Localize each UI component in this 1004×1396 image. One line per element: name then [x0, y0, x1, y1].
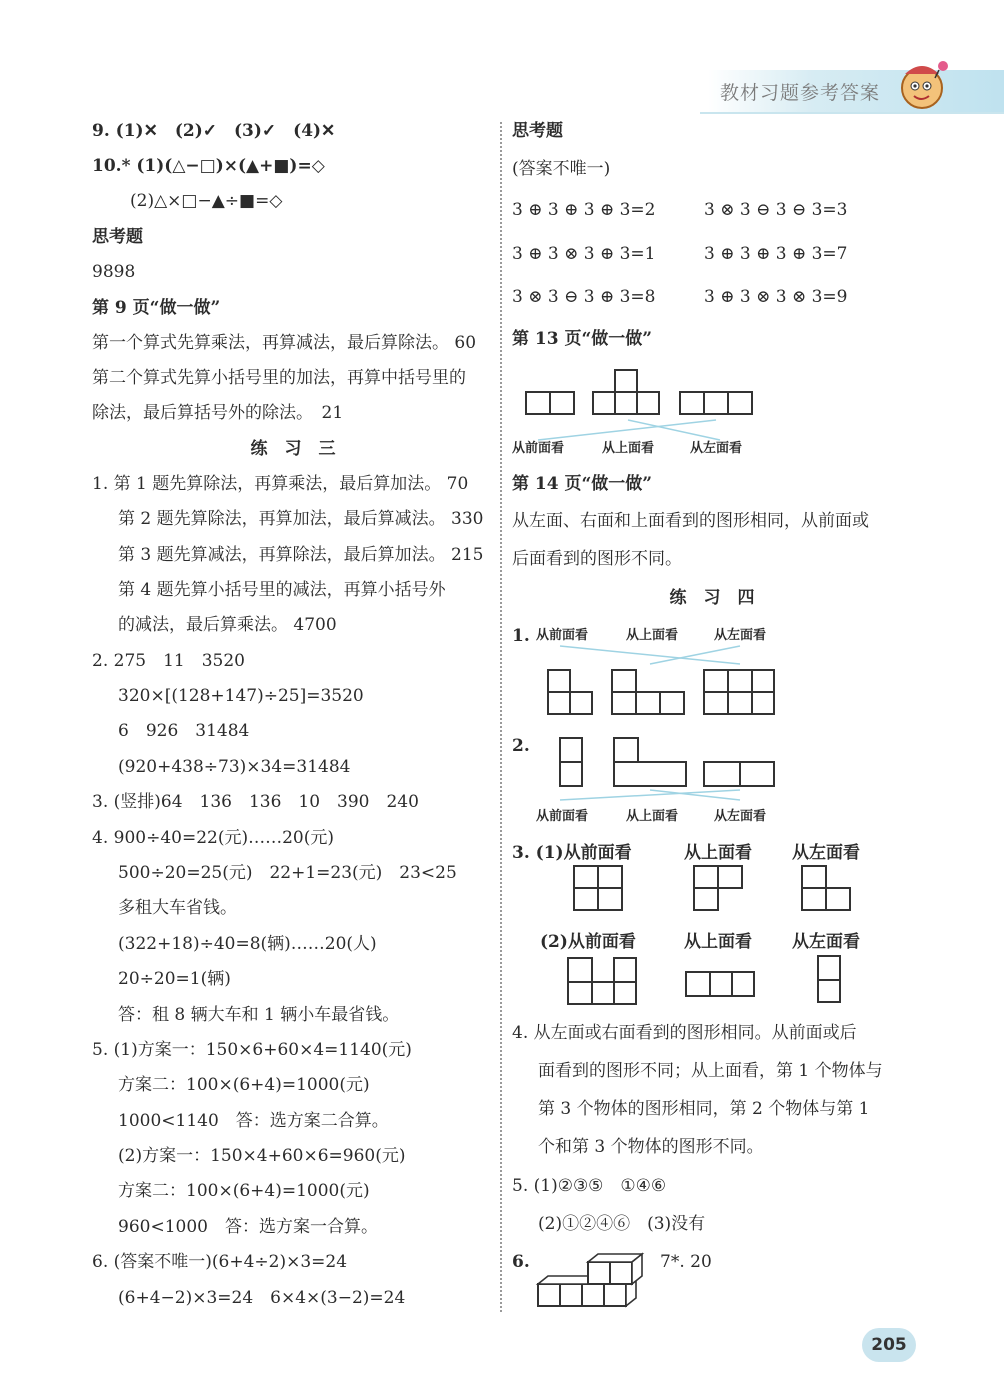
ex4-q2-top-view — [614, 738, 686, 786]
p13-left-view — [680, 392, 752, 414]
puzzle-1a: 3 ⊕ 3 ⊕ 3 ⊕ 3=2 — [512, 200, 656, 220]
thinking-answer: 9898 — [92, 262, 136, 282]
answer-10-2: (2)△×□−▲÷■=◇ — [130, 191, 283, 211]
section-p14: 第 14 页“做一做” — [512, 474, 653, 494]
ex4-q1-top-view — [612, 670, 684, 714]
ex4-q2-label-top: 从上面看 — [626, 809, 679, 824]
ex4-q1-label-left: 从左面看 — [714, 628, 767, 643]
column-divider — [500, 122, 502, 1312]
ex4-q5-line-1: 5. (1)②③⑤ ①④⑥ — [512, 1176, 667, 1196]
ex4-q3-part1-front-view — [574, 866, 622, 910]
ex3-q1-line-2: 第 2 题先算除法，再算加法，最后算减法。 330 — [118, 509, 484, 529]
ex3-q4-line-2: 500÷20=25(元) 22+1=23(元) 23<25 — [118, 863, 457, 883]
p13-label-top: 从上面看 — [602, 441, 655, 456]
ex4-q3-part2-top-view — [686, 972, 754, 996]
p13-front-view — [526, 392, 574, 414]
ex4-q1-label-front: 从前面看 — [536, 628, 589, 643]
ex4-q4-line-3: 第 3 个物体的图形相同，第 2 个物体与第 1 — [538, 1099, 870, 1119]
ex4-q4-line-4: 个和第 3 个物体的图形不同。 — [538, 1137, 764, 1157]
right-thinking-title: 思考题 — [512, 121, 563, 141]
ex3-q5-line-1: 5. (1)方案一：150×6+60×4=1140(元) — [92, 1040, 412, 1060]
ex3-q5-line-4: (2)方案一：150×4+60×6=960(元) — [118, 1146, 406, 1166]
section-p9: 第 9 页“做一做” — [92, 298, 221, 318]
p13-views-figure — [520, 362, 760, 422]
ex3-q4-line-6: 答：租 8 辆大车和 1 辆小车最省钱。 — [118, 1005, 400, 1025]
ex4-q2-number: 2. — [512, 736, 530, 756]
puzzle-3b: 3 ⊕ 3 ⊗ 3 ⊗ 3=9 — [704, 287, 848, 307]
ex3-q4-line-1: 4. 900÷40=22(元)……20(元) — [92, 828, 334, 848]
ex4-q1-front-view — [548, 670, 592, 714]
ex3-q6-line-2: (6+4−2)×3=24 6×4×(3−2)=24 — [118, 1288, 406, 1308]
ex3-q1-line-4: 第 4 题先算小括号里的减法，再算小括号外 — [118, 580, 446, 600]
section-p13: 第 13 页“做一做” — [512, 329, 653, 349]
ex4-q7: 7*. 20 — [660, 1252, 712, 1272]
ex3-q3: 3. (竖排)64 136 136 10 390 240 — [92, 792, 419, 812]
ex3-q5-line-2: 方案二：100×(6+4)=1000(元) — [118, 1075, 370, 1095]
p13-top-view — [593, 370, 659, 414]
puzzle-2a: 3 ⊕ 3 ⊗ 3 ⊕ 3=1 — [512, 244, 656, 264]
p9-line-2: 第二个算式先算小括号里的加法，再算中括号里的 — [92, 368, 466, 388]
p13-label-left: 从左面看 — [690, 441, 743, 456]
right-thinking-note: (答案不唯一) — [512, 159, 611, 179]
ex4-q6-number: 6. — [512, 1252, 530, 1272]
ex3-q2-line-4: (920+438÷73)×34=31484 — [118, 757, 351, 777]
ex4-q3-part1-top-label: 从上面看 — [684, 843, 752, 863]
ex4-q3-part2-front-view — [568, 958, 636, 1004]
p9-line-1: 第一个算式先算乘法，再算减法，最后算除法。 60 — [92, 333, 477, 353]
page-number: 205 — [862, 1328, 916, 1362]
p9-line-3: 除法，最后算括号外的除法。 21 — [92, 403, 344, 423]
ex4-q2-left-view — [704, 762, 774, 786]
p14-line-1: 从左面、右面和上面看到的图形相同，从前面或 — [512, 511, 869, 531]
ex4-q5-line-2: (2)①②④⑥ (3)没有 — [538, 1214, 706, 1234]
ex3-q5-line-3: 1000<1140 答：选方案二合算。 — [118, 1111, 389, 1131]
ex4-q1-figure — [540, 646, 780, 722]
mascot-icon — [895, 56, 951, 118]
ex4-q3-part1-top-view — [694, 866, 742, 910]
ex4-q6-cube-figure — [536, 1250, 646, 1310]
ex4-q4-line-1: 4. 从左面或右面看到的图形相同。从前面或后 — [512, 1023, 857, 1043]
ex4-q3-part2-left-label: 从左面看 — [792, 932, 860, 952]
puzzle-3a: 3 ⊗ 3 ⊖ 3 ⊕ 3=8 — [512, 287, 656, 307]
ex4-q1-number: 1. — [512, 626, 530, 646]
ex4-q3-part2-left-view — [818, 956, 840, 1002]
ex3-q2-line-3: 6 926 31484 — [118, 721, 250, 741]
ex3-q1-line-5: 的减法，最后算乘法。 4700 — [118, 615, 337, 635]
exercise-4-title: 练 习 四 — [669, 588, 755, 608]
ex3-q5-line-5: 方案二：100×(6+4)=1000(元) — [118, 1181, 370, 1201]
ex3-q1-line-3: 第 3 题先算减法，再算除法，最后算加法。 215 — [118, 545, 484, 565]
ex4-q2-label-front: 从前面看 — [536, 809, 589, 824]
ex4-q3-part1-figure — [570, 864, 860, 914]
exercise-3-title: 练 习 三 — [250, 439, 336, 459]
ex3-q5-line-6: 960<1000 答：选方案一合算。 — [118, 1217, 378, 1237]
puzzle-2b: 3 ⊕ 3 ⊕ 3 ⊕ 3=7 — [704, 244, 848, 264]
ex3-q1-line-1: 1. 第 1 题先算除法，再算乘法，最后算加法。 70 — [92, 474, 469, 494]
puzzle-1b: 3 ⊗ 3 ⊖ 3 ⊖ 3=3 — [704, 200, 848, 220]
ex3-q6-line-1: 6. (答案不唯一)(6+4÷2)×3=24 — [92, 1252, 348, 1272]
p13-label-front: 从前面看 — [512, 441, 565, 456]
ex3-q2-line-1: 2. 275 11 3520 — [92, 651, 245, 671]
answer-9: 9. (1)✕ (2)✓ (3)✓ (4)✕ — [92, 121, 336, 141]
ex4-q3-part1-left-view — [802, 866, 850, 910]
ex4-q4-line-2: 面看到的图形不同；从上面看，第 1 个物体与 — [538, 1061, 883, 1081]
section-thinking: 思考题 — [92, 227, 143, 247]
ex4-q3-part1-front-label: 3. (1)从前面看 — [512, 843, 632, 863]
header-title: 教材习题参考答案 — [720, 82, 881, 104]
ex4-q3-part2-front-label: (2)从前面看 — [540, 932, 636, 952]
ex3-q4-line-4: (322+18)÷40=8(辆)……20(人) — [118, 934, 377, 954]
ex4-q1-left-view — [704, 670, 774, 714]
ex4-q3-part2-top-label: 从上面看 — [684, 932, 752, 952]
answer-10-1: 10.* (1)(△−□)×(▲+■)=◇ — [92, 156, 325, 176]
ex3-q4-line-3: 多租大车省钱。 — [118, 898, 237, 918]
header-underline — [700, 112, 1004, 114]
ex3-q2-line-2: 320×[(128+147)÷25]=3520 — [118, 686, 364, 706]
ex4-q2-front-view — [560, 738, 582, 786]
ex4-q1-label-top: 从上面看 — [626, 628, 679, 643]
ex4-q3-part2-figure — [564, 954, 854, 1006]
ex4-q2-label-left: 从左面看 — [714, 809, 767, 824]
p14-line-2: 后面看到的图形不同。 — [512, 549, 682, 569]
ex4-q3-part1-left-label: 从左面看 — [792, 843, 860, 863]
ex3-q4-line-5: 20÷20=1(辆) — [118, 969, 231, 989]
